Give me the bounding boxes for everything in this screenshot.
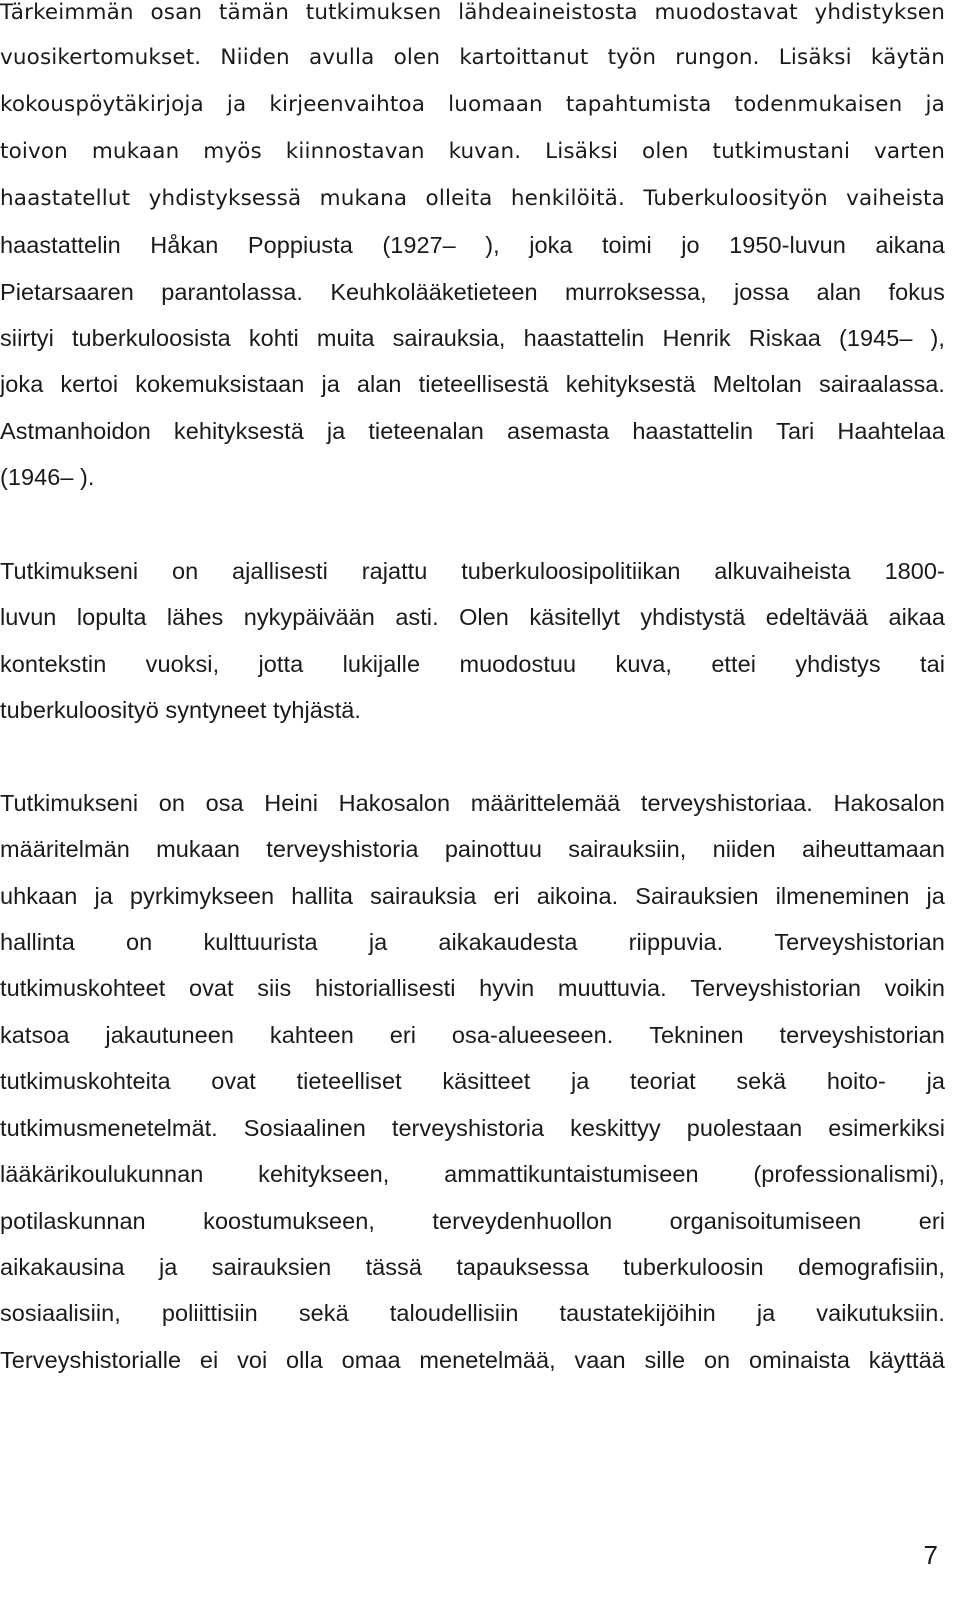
text-line: tutkimuskohteita ovat tieteelliset käsitteet ja teoriat sekä hoito- ja xyxy=(0,1068,945,1094)
text-line: potilaskunnan koostumukseen, terveydenhuollon organisoitumiseen eri xyxy=(0,1208,945,1234)
page-number: 7 xyxy=(923,1540,938,1570)
text-line: (1946– ). xyxy=(0,464,95,490)
text-line: kokouspöytäkirjoja ja kirjeenvaihtoa luomaan tapahtumista todenmukaisen ja xyxy=(0,92,945,117)
text-line: katsoa jakautuneen kahteen eri osa-alueeseen. Tekninen terveyshistorian xyxy=(0,1022,945,1048)
text-line: Tärkeimmän osan tämän tutkimuksen lähdeaineistosta muodostavat yhdistyksen xyxy=(0,0,945,25)
text-line: määritelmän mukaan terveyshistoria painottuu sairauksiin, niiden aiheuttamaan xyxy=(0,836,945,862)
text-line: Terveyshistorialle ei voi olla omaa menetelmää, vaan sille on ominaista käyttää xyxy=(0,1347,945,1373)
text-line: Pietarsaaren parantolassa. Keuhkolääketieteen murroksessa, jossa alan fokus xyxy=(0,279,945,305)
text-line: luvun lopulta lähes nykypäivään asti. Olen käsitellyt yhdistystä edeltävää aikaa xyxy=(0,604,945,630)
text-line: tutkimuskohteet ovat siis historiallisesti hyvin muuttuvia. Terveyshistorian voikin xyxy=(0,975,945,1001)
text-line: tuberkuloosityö syntyneet tyhjästä. xyxy=(0,697,361,723)
text-line: haastattelin Håkan Poppiusta (1927– ), joka toimi jo 1950-luvun aikana xyxy=(0,232,945,258)
text-line: vuosikertomukset. Niiden avulla olen kartoittanut työn rungon. Lisäksi käytän xyxy=(0,45,945,70)
text-line: Astmanhoidon kehityksestä ja tieteenalan asemasta haastattelin Tari Haahtelaa xyxy=(0,418,945,444)
text-line: hallinta on kulttuurista ja aikakaudesta riippuvia. Terveyshistorian xyxy=(0,929,945,955)
text-line: lääkärikoulukunnan kehitykseen, ammattikuntaistumiseen (professionalismi), xyxy=(0,1161,945,1187)
text-line: sosiaalisiin, poliittisiin sekä taloudellisiin taustatekijöihin ja vaikutuksiin. xyxy=(0,1300,945,1326)
text-line: kontekstin vuoksi, jotta lukijalle muodostuu kuva, ettei yhdistys tai xyxy=(0,651,945,677)
text-line: aikakausina ja sairauksien tässä tapauksessa tuberkuloosin demografisiin, xyxy=(0,1254,945,1280)
text-line: toivon mukaan myös kiinnostavan kuvan. Lisäksi olen tutkimustani varten xyxy=(0,139,945,164)
text-line: tutkimusmenetelmät. Sosiaalinen terveyshistoria keskittyy puolestaan esimerkiksi xyxy=(0,1115,945,1141)
text-line: Tutkimukseni on ajallisesti rajattu tuberkuloosipolitiikan alkuvaiheista 1800- xyxy=(0,558,945,584)
text-line: uhkaan ja pyrkimykseen hallita sairauksia eri aikoina. Sairauksien ilmeneminen ja xyxy=(0,883,945,909)
text-line: siirtyi tuberkuloosista kohti muita sairauksia, haastattelin Henrik Riskaa (1945– ), xyxy=(0,325,945,351)
text-line: joka kertoi kokemuksistaan ja alan tieteellisestä kehityksestä Meltolan sairaalassa. xyxy=(0,371,945,397)
text-line: haastatellut yhdistyksessä mukana olleita henkilöitä. Tuberkuloosityön vaiheista xyxy=(0,186,945,211)
text-line: Tutkimukseni on osa Heini Hakosalon määrittelemää terveyshistoriaa. Hakosalon xyxy=(0,790,945,816)
